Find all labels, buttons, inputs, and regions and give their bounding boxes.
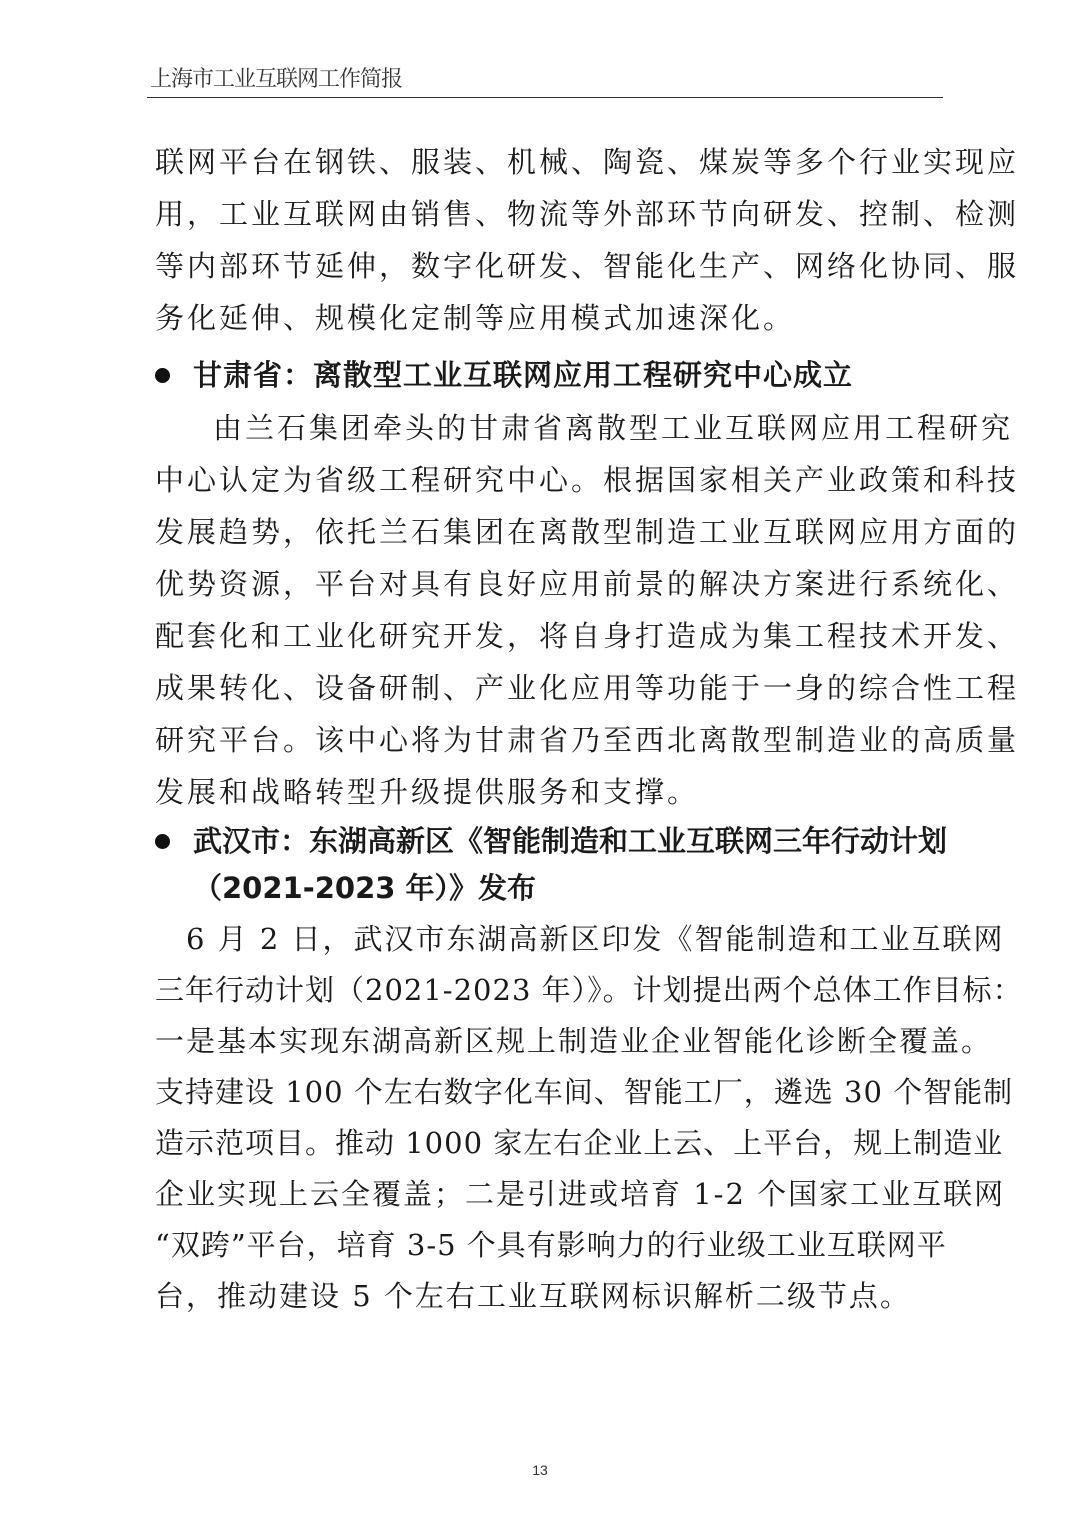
- paragraph-line: 企业实现上云全覆盖；二是引进或培育 1-2 个国家工业互联网: [155, 1177, 1006, 1211]
- bullet-icon: [155, 834, 170, 849]
- bullet-icon: [155, 368, 170, 383]
- page-number: 13: [532, 1462, 548, 1478]
- paragraph-line: 中心认定为省级工程研究中心。根据国家相关产业政策和科技: [155, 463, 1020, 497]
- section-heading-wuhan: 武汉市：东湖高新区《智能制造和工业互联网三年行动计划: [193, 824, 948, 858]
- paragraph-line: 一是基本实现东湖高新区规上制造业企业智能化诊断全覆盖。: [155, 1024, 993, 1058]
- paragraph-line: 6 月 2 日，武汉市东湖高新区印发《智能制造和工业互联网: [186, 922, 1005, 956]
- section-heading-gansu: 甘肃省：离散型工业互联网应用工程研究中心成立: [193, 358, 854, 392]
- paragraph-line: 支持建设 100 个左右数字化车间、智能工厂，遴选 30 个智能制: [155, 1075, 1014, 1109]
- paragraph-line: 成果转化、设备研制、产业化应用等功能于一身的综合性工程: [155, 671, 1020, 705]
- paragraph-line: 台，推动建设 5 个左右工业互联网标识解析二级节点。: [155, 1279, 911, 1313]
- paragraph-line: 优势资源，平台对具有良好应用前景的解决方案进行系统化、: [155, 567, 1020, 601]
- paragraph-line: 务化延伸、规模化定制等应用模式加速深化。: [155, 301, 796, 335]
- paragraph-line: 造示范项目。推动 1000 家左右企业上云、上平台，规上制造业: [155, 1126, 1004, 1160]
- paragraph-line: 用，工业互联网由销售、物流等外部环节向研发、控制、检测: [155, 197, 1020, 231]
- paragraph-line: 三年行动计划（2021-2023 年）》。计划提出两个总体工作目标：: [155, 973, 1023, 1007]
- running-header-title: 上海市工业互联网工作简报: [150, 67, 403, 92]
- paragraph-line: 研究平台。该中心将为甘肃省乃至西北离散型制造业的高质量: [155, 723, 1020, 757]
- paragraph-line: 等内部环节延伸，数字化研发、智能化生产、网络化协同、服: [155, 249, 1020, 283]
- section-heading-wuhan-cont: （2021-2023 年）》发布: [193, 871, 537, 905]
- paragraph-line: 发展和战略转型升级提供服务和支撑。: [155, 775, 700, 809]
- paragraph-line: 配套化和工业化研究开发，将自身打造成为集工程技术开发、: [155, 619, 1020, 653]
- paragraph-line: 由兰石集团牵头的甘肃省离散型工业互联网应用工程研究: [213, 411, 1014, 445]
- paragraph-line: 发展趋势，依托兰石集团在离散型制造工业互联网应用方面的: [155, 515, 1020, 549]
- paragraph-line: “双跨”平台，培育 3-5 个具有影响力的行业级工业互联网平: [155, 1228, 947, 1262]
- paragraph-line: 联网平台在钢铁、服装、机械、陶瓷、煤炭等多个行业实现应: [155, 145, 1020, 179]
- header-divider: [147, 97, 943, 98]
